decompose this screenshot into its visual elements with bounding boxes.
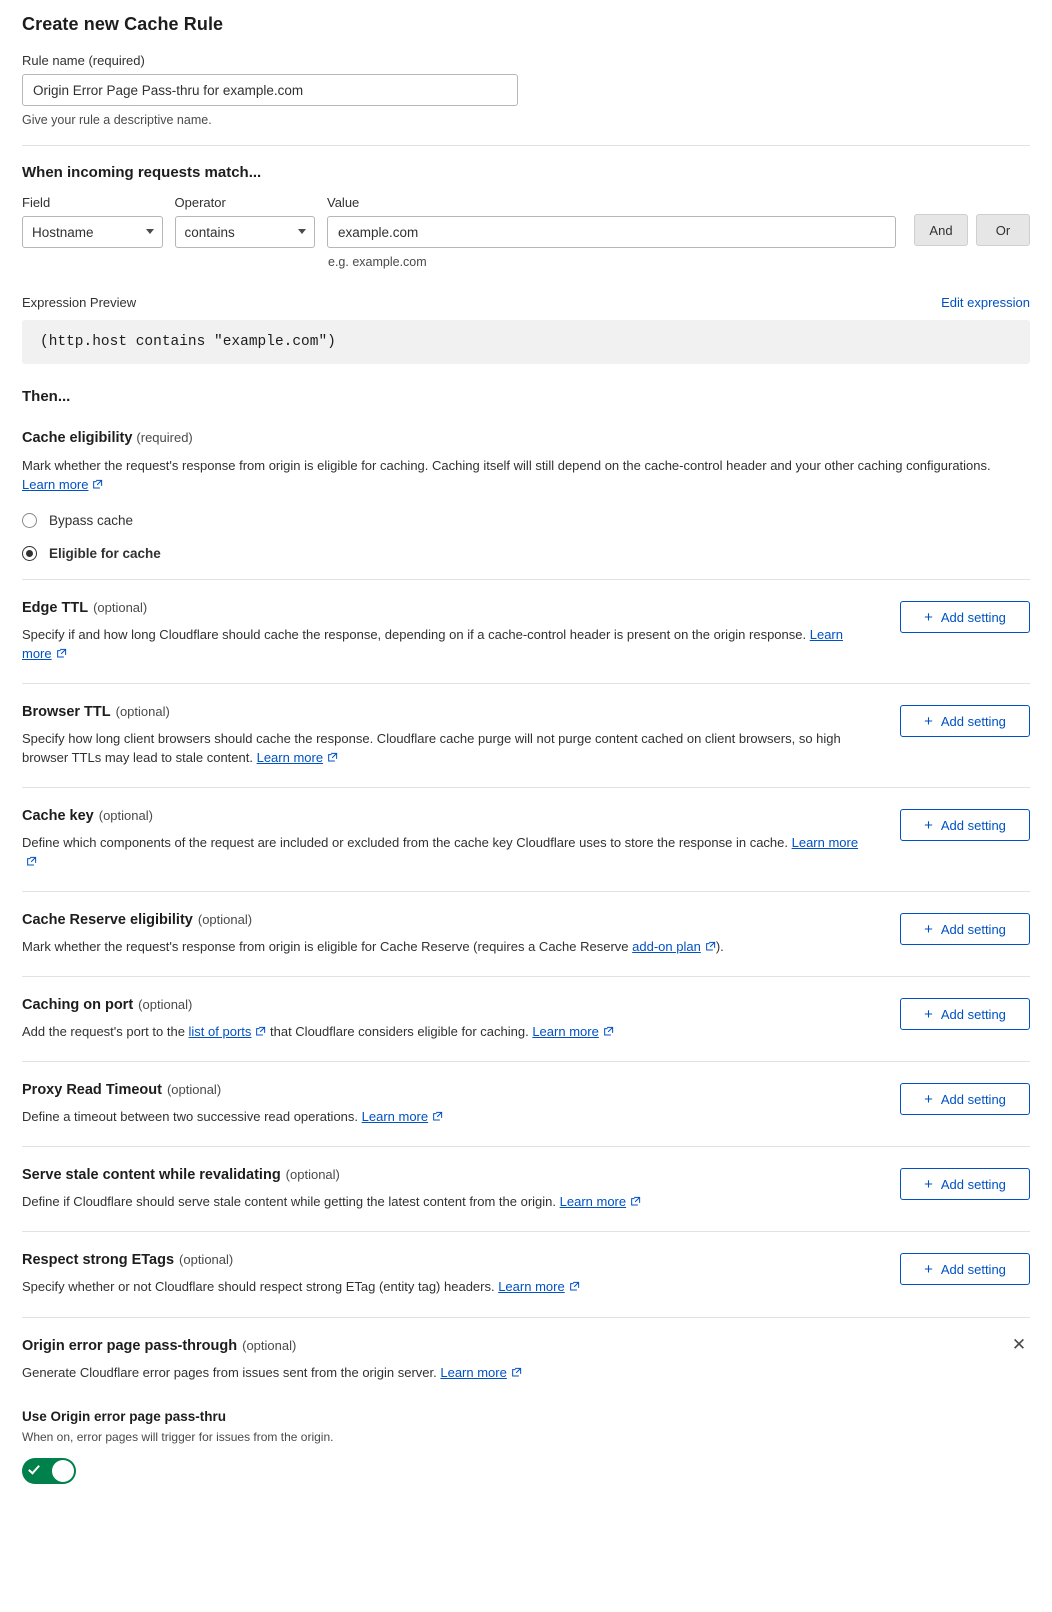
plus-icon: +	[924, 1175, 933, 1193]
add-setting-label: Add setting	[940, 921, 1006, 937]
radio-label-eligible-for-cache: Eligible for cache	[49, 546, 161, 561]
add-setting-label: Add setting	[940, 1091, 1006, 1107]
and-button[interactable]: And	[914, 214, 968, 246]
radio-icon-selected[interactable]	[22, 546, 37, 561]
learn-more-link[interactable]: Learn more	[22, 627, 843, 661]
list-of-ports-link[interactable]: list of ports	[188, 1024, 252, 1039]
cache-eligibility-optional: (required)	[136, 430, 193, 445]
setting-title	[22, 997, 876, 1013]
add-setting-button-proxy-read-timeout[interactable]	[900, 1083, 1030, 1115]
plus-icon: +	[924, 608, 933, 626]
setting-row-browser-ttl	[22, 683, 1030, 787]
learn-more-link[interactable]: Learn more	[22, 477, 89, 492]
setting-row-cache-key	[22, 787, 1030, 891]
rule-name-help: Give your rule a descriptive name.	[22, 113, 212, 127]
setting-description-text: Add the request's port to the	[22, 1024, 189, 1039]
origin-error-title	[22, 1335, 1030, 1354]
setting-optional: (optional)	[197, 912, 253, 927]
external-link-icon	[569, 1278, 580, 1297]
setting-description-text: Define which components of the request are included or excluded from the cache key Cloudflare uses to store the response in cache.	[22, 835, 792, 850]
setting-row-edge-ttl	[22, 579, 1030, 683]
operator-select[interactable]	[175, 216, 316, 248]
origin-error-toggle-label: Use Origin error page pass-thru	[22, 1409, 227, 1424]
setting-title	[22, 1167, 876, 1183]
origin-error-description-text: Generate Cloudflare error pages from issues sent from the origin server.	[22, 1365, 441, 1380]
external-link-icon	[603, 1023, 614, 1042]
setting-description-text: Define if Cloudflare should serve stale content while getting the latest content from the origin.	[22, 1194, 560, 1209]
setting-description-text: Specify if and how long Cloudflare should cache the response, depending on if a cache-control header is present on the origin response.	[22, 627, 810, 642]
setting-title-text: Serve stale content while revalidating	[22, 1167, 281, 1183]
setting-row-proxy-read-timeout	[22, 1061, 1030, 1146]
setting-description	[22, 1107, 872, 1127]
external-link-icon	[630, 1193, 641, 1212]
close-icon[interactable]: ✕	[1011, 1335, 1027, 1354]
learn-more-link[interactable]: Learn more	[532, 1024, 599, 1039]
field-column	[22, 195, 163, 248]
logic-buttons-column	[908, 195, 1030, 246]
learn-more-link[interactable]: Learn more	[361, 1109, 429, 1124]
setting-description	[22, 1277, 872, 1297]
match-row	[22, 195, 1030, 269]
value-hint: e.g. example.com	[328, 255, 427, 269]
rule-name-group	[22, 53, 1030, 127]
external-link-icon	[26, 853, 37, 872]
expression-preview-box: (http.host contains "example.com")	[22, 320, 1030, 364]
or-button[interactable]: Or	[976, 214, 1030, 246]
setting-title	[22, 912, 876, 928]
cache-eligibility-title	[22, 430, 1030, 446]
plus-icon: +	[924, 1260, 933, 1278]
origin-error-toggle-sublabel: When on, error pages will trigger for issues from the origin.	[22, 1430, 334, 1444]
plus-icon: +	[924, 1090, 933, 1108]
setting-title	[22, 1252, 876, 1268]
setting-description-text: Specify whether or not Cloudflare should respect strong ETag (entity tag) headers.	[22, 1279, 499, 1294]
cache-eligibility-title-text: Cache eligibility	[22, 430, 133, 446]
add-setting-label: Add setting	[940, 1261, 1006, 1277]
add-setting-label: Add setting	[940, 817, 1006, 833]
page-title: Create new Cache Rule	[22, 14, 224, 34]
cache-eligibility-description-text: Mark whether the request's response from origin is eligible for caching. Caching itself will still depend on the cache-control header and your other caching configurations.	[22, 458, 991, 473]
check-icon	[28, 1462, 40, 1474]
setting-title	[22, 808, 876, 824]
setting-optional: (optional)	[138, 997, 193, 1012]
setting-description	[22, 1022, 872, 1042]
plus-icon: +	[924, 1005, 933, 1023]
value-input[interactable]	[327, 216, 896, 248]
setting-row-caching-on-port	[22, 976, 1030, 1061]
setting-optional: (optional)	[166, 1082, 222, 1097]
expression-preview-label: Expression Preview	[22, 295, 137, 310]
setting-description-text: Mark whether the request's response from origin is eligible for Cache Reserve (requires a Cache Reserve	[22, 939, 633, 954]
external-link-icon	[705, 938, 716, 957]
radio-option-bypass-cache[interactable]	[22, 513, 1030, 528]
origin-error-optional: (optional)	[242, 1338, 297, 1353]
setting-title-text: Browser TTL	[22, 704, 111, 720]
setting-title	[22, 1082, 876, 1098]
setting-row-serve-stale-content	[22, 1146, 1030, 1231]
add-setting-button-edge-ttl[interactable]	[900, 601, 1030, 633]
add-on-plan-link[interactable]: add-on plan	[632, 939, 701, 954]
rule-name-input[interactable]	[22, 74, 518, 106]
field-label: Field	[22, 195, 51, 210]
origin-error-page-section	[22, 1317, 1030, 1484]
setting-description	[22, 625, 872, 664]
origin-error-toggle[interactable]	[22, 1458, 76, 1484]
setting-optional: (optional)	[115, 704, 170, 719]
match-heading: When incoming requests match...	[22, 164, 262, 181]
add-setting-button-respect-etags[interactable]	[900, 1253, 1030, 1285]
plus-icon: +	[924, 920, 933, 938]
plus-icon: +	[924, 816, 933, 834]
learn-more-link[interactable]: Learn more	[791, 835, 859, 850]
setting-description	[22, 833, 872, 872]
add-setting-button-cache-reserve[interactable]	[900, 913, 1030, 945]
then-heading: Then...	[22, 388, 71, 405]
expression-header	[22, 295, 1030, 310]
setting-title	[22, 600, 876, 616]
divider	[22, 145, 1030, 146]
external-link-icon	[511, 1364, 522, 1383]
field-select[interactable]	[22, 216, 163, 248]
learn-more-link[interactable]: Learn more	[498, 1279, 565, 1294]
add-setting-label: Add setting	[940, 609, 1006, 625]
setting-description	[22, 729, 872, 768]
setting-description	[22, 1192, 872, 1212]
radio-option-eligible-for-cache[interactable]	[22, 546, 1030, 561]
setting-title-text: Caching on port	[22, 997, 134, 1013]
external-link-icon	[432, 1108, 443, 1127]
cache-eligibility-section	[22, 430, 1030, 561]
add-setting-label: Add setting	[940, 1176, 1006, 1192]
edit-expression-link[interactable]: Edit expression	[941, 295, 1030, 310]
toggle-knob	[52, 1460, 74, 1482]
add-setting-button-caching-on-port[interactable]	[900, 998, 1030, 1030]
plus-icon: +	[924, 712, 933, 730]
operator-column	[175, 195, 316, 248]
setting-title-text: Edge TTL	[22, 600, 89, 616]
setting-title	[22, 704, 876, 720]
radio-icon[interactable]	[22, 513, 37, 528]
add-setting-button-serve-stale[interactable]	[900, 1168, 1030, 1200]
setting-row-cache-reserve-eligibility	[22, 891, 1030, 976]
external-link-icon	[92, 476, 103, 495]
setting-optional: (optional)	[179, 1252, 234, 1267]
rule-name-label: Rule name (required)	[22, 53, 145, 68]
setting-optional: (optional)	[93, 600, 148, 615]
operator-label: Operator	[174, 195, 226, 210]
setting-title-text: Proxy Read Timeout	[22, 1082, 162, 1098]
add-setting-button-cache-key[interactable]	[900, 809, 1030, 841]
external-link-icon	[255, 1023, 266, 1042]
learn-more-link[interactable]: Learn more	[559, 1194, 627, 1209]
setting-description-tail: ).	[715, 939, 724, 954]
value-label: Value	[327, 195, 360, 210]
setting-description-text: Specify how long client browsers should cache the response. Cloudflare cache purge will not purge content cached on client browsers, so high browser TTLs may lead to stale content.	[22, 731, 841, 765]
add-setting-button-browser-ttl[interactable]	[900, 705, 1030, 737]
setting-description-text: Define a timeout between two successive read operations.	[22, 1109, 362, 1124]
learn-more-link[interactable]: Learn more	[440, 1365, 507, 1380]
cache-eligibility-description	[22, 456, 1012, 495]
radio-label-bypass-cache: Bypass cache	[49, 513, 134, 528]
external-link-icon	[327, 749, 338, 768]
setting-optional: (optional)	[285, 1167, 340, 1182]
learn-more-link[interactable]: Learn more	[256, 750, 324, 765]
origin-error-description	[22, 1363, 872, 1383]
add-setting-label: Add setting	[940, 1006, 1006, 1022]
external-link-icon	[56, 645, 67, 664]
origin-error-title-text: Origin error page pass-through	[22, 1338, 238, 1354]
setting-optional: (optional)	[98, 808, 153, 823]
setting-title-text: Cache key	[22, 808, 94, 824]
setting-description	[22, 937, 872, 957]
add-setting-label: Add setting	[940, 713, 1006, 729]
setting-title-text: Cache Reserve eligibility	[22, 912, 193, 928]
setting-description-mid: that Cloudflare considers eligible for caching.	[266, 1024, 533, 1039]
value-column	[327, 195, 896, 269]
setting-row-respect-strong-etags	[22, 1231, 1030, 1316]
setting-title-text: Respect strong ETags	[22, 1252, 175, 1268]
